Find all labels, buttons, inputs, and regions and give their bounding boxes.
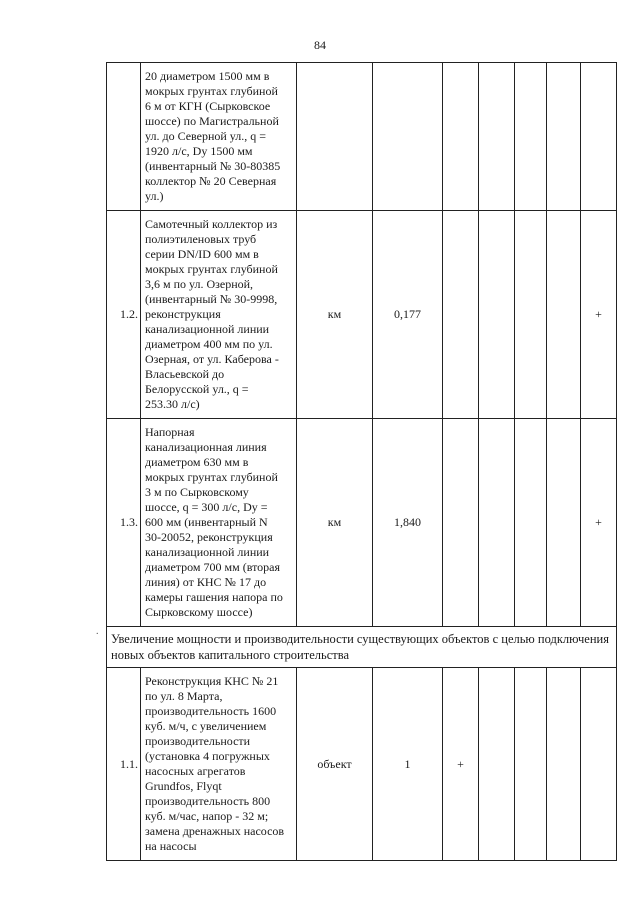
row-quantity: [373, 63, 443, 211]
row-number: [107, 63, 141, 211]
margin-tick: .: [96, 626, 99, 637]
row-number: 1.2.: [107, 211, 141, 419]
row-mark: [443, 419, 479, 627]
page-number: 84: [314, 38, 326, 52]
works-table: [106, 62, 617, 861]
row-unit: км: [297, 211, 373, 419]
row-quantity: 1,840: [373, 419, 443, 627]
row-mark: [443, 211, 479, 419]
row-mark: [515, 419, 547, 627]
table-row: [107, 63, 617, 211]
row-mark: [547, 63, 581, 211]
row-unit: км: [297, 419, 373, 627]
row-description: Самотечный коллектор из полиэтиленовых труб серии DN/ID 600 мм в мокрых грунтах глубиной 3,6 м по ул. Озерной, (инвентарный № 30-9998, реконструкция канализационной линии диаметром 400 мм по ул. Озерная, от ул. Каберова - Власьевской до Белорусской ул., q = 253.30 л/с): [141, 211, 297, 419]
section-header: Увеличение мощности и производительности существующих объектов с целью подключения новых объектов капитального строительства: [107, 627, 617, 668]
row-description: 20 диаметром 1500 мм в мокрых грунтах глубиной 6 м от КГН (Сырковское шоссе) по Магистральной ул. до Северной ул., q = 1920 л/с, Dy 1500 мм (инвентарный № 30-80385 коллектор № 20 Северная ул.): [141, 63, 297, 211]
row-mark: [547, 419, 581, 627]
row-mark: [479, 63, 515, 211]
row-quantity: 1: [373, 668, 443, 861]
row-mark: [547, 211, 581, 419]
row-mark: [515, 668, 547, 861]
row-mark: [547, 668, 581, 861]
row-mark: [479, 419, 515, 627]
row-mark: [515, 63, 547, 211]
row-mark: [479, 668, 515, 861]
row-mark: [581, 63, 617, 211]
row-number: 1.1.: [107, 668, 141, 861]
row-quantity: 0,177: [373, 211, 443, 419]
table-row: [107, 668, 617, 861]
row-mark: [479, 211, 515, 419]
row-description: Реконструкция КНС № 21 по ул. 8 Марта, производительность 1600 куб. м/ч, с увеличением производительности (установка 4 погружных насосных агрегатов Grundfos, Flyqt производительность 800 куб. м/час, напор - 32 м; замена дренажных насосов на насосы: [141, 668, 297, 861]
row-unit: объект: [297, 668, 373, 861]
row-description: Напорная канализационная линия диаметром 630 мм в мокрых грунтах глубиной 3 м по Сырковскому шоссе, q = 300 л/с, Dy = 600 мм (инвентарный N 30-20052, реконструкция канализационной линии диаметром 700 мм (вторая линия) от КНС № 17 до камеры гашения напора по Сырковскому шоссе): [141, 419, 297, 627]
row-mark: +: [443, 668, 479, 861]
row-number: 1.3.: [107, 419, 141, 627]
row-mark: [515, 211, 547, 419]
row-mark: +: [581, 419, 617, 627]
row-mark: [443, 63, 479, 211]
table-row: [107, 419, 617, 627]
section-header-row: [107, 627, 617, 668]
row-unit: [297, 63, 373, 211]
table-row: [107, 211, 617, 419]
row-mark: [581, 668, 617, 861]
row-mark: +: [581, 211, 617, 419]
